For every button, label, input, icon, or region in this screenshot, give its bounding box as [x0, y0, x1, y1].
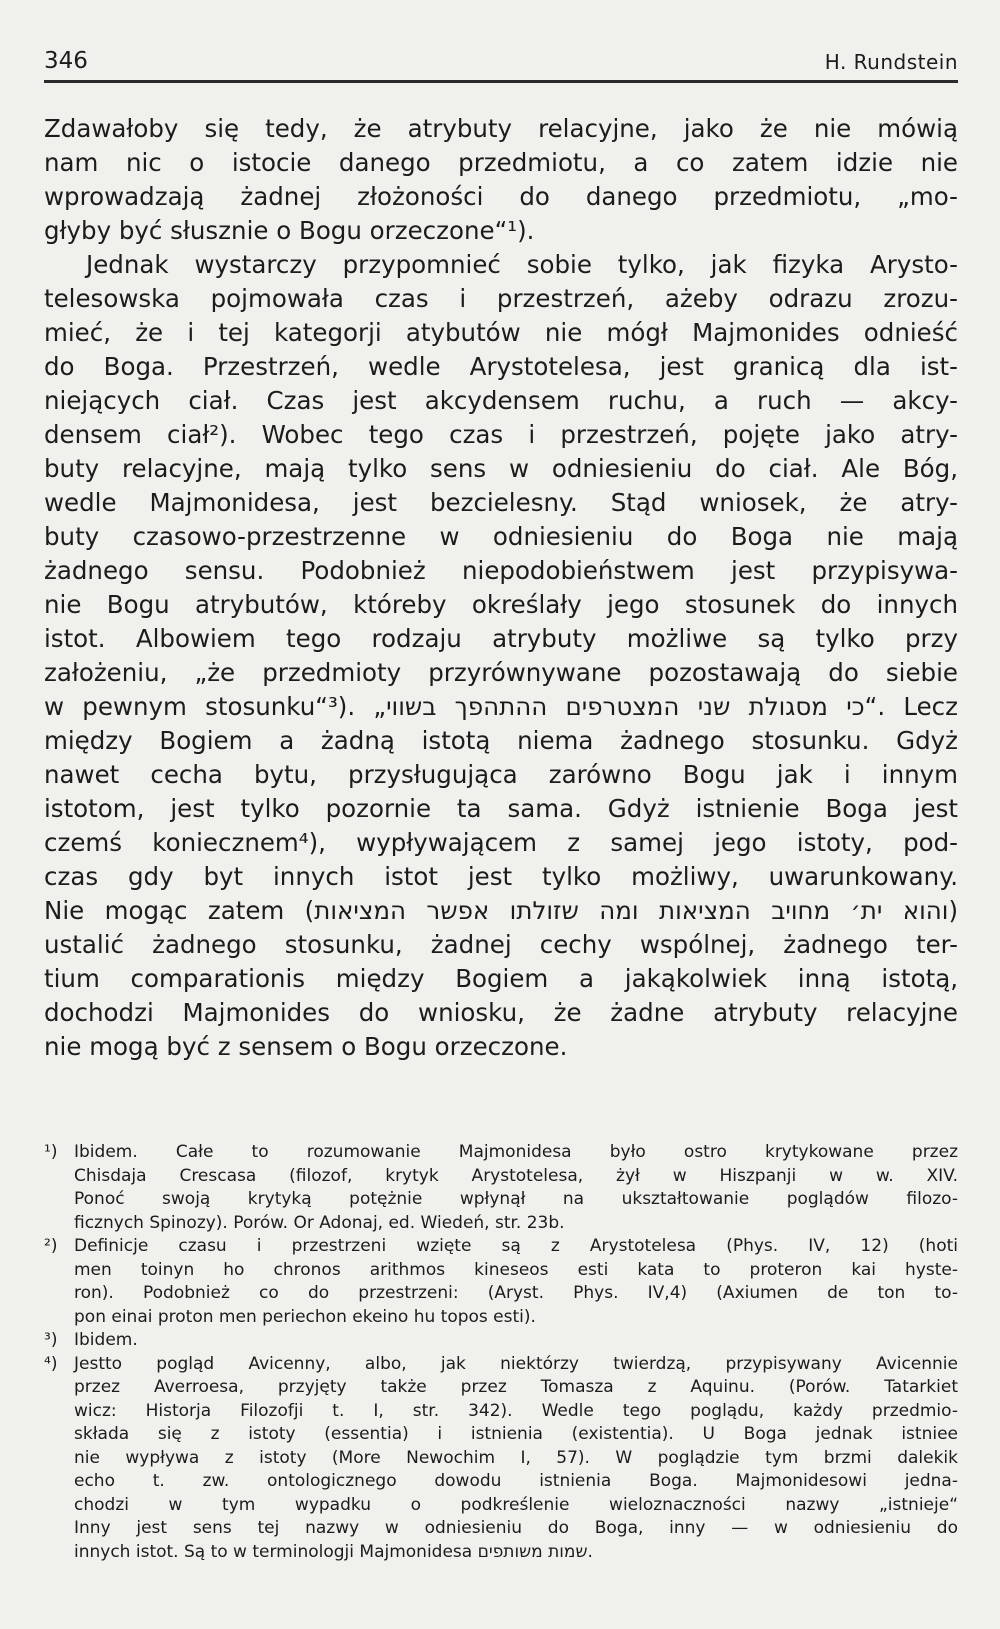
footnote-line — [44, 1353, 958, 1377]
main-text — [44, 112, 958, 1064]
text-line: istot. Albowiem tego rodzaju atrybuty możliwe są tylko przy — [44, 624, 958, 653]
running-head: H. Rundstein — [824, 50, 958, 74]
text-line: istotom, jest tylko pozornie ta sama. Gdyż istnienie Boga jest — [44, 794, 958, 823]
footnote-line: pon einai proton men periechon ekeino hu topos esti). — [74, 1306, 536, 1327]
footnote-line — [44, 1235, 958, 1259]
header-rule — [44, 80, 958, 83]
text-line: nam nic o istocie danego przedmiotu, a co zatem idzie nie — [44, 148, 958, 177]
text-line: nie mogą być z sensem o Bogu orzeczone. — [44, 1032, 568, 1061]
footnote-text: Definicje czasu i przestrzeni wzięte są z Arystotelesa (Phys. IV, 12) (hoti — [74, 1236, 958, 1256]
text-line: do Boga. Przestrzeń, wedle Arystotelesa, jest granicą dla ist- — [44, 352, 958, 381]
footnote-marker: ¹) — [44, 1142, 58, 1162]
text-line: buty czasowo-przestrzenne w odniesieniu do Boga nie mają — [44, 522, 958, 551]
text-line: ustalić żadnego stosunku, żadnej cechy wspólnej, żadnego ter- — [44, 930, 958, 959]
text-line: żadnego sensu. Podobnież niepodobieństwem jest przypisywa- — [44, 556, 958, 585]
footnote-text: Jestto pogląd Avicenny, albo, jak niektórzy twierdzą, przypisywany Avicennie — [74, 1353, 958, 1374]
footnote-marker: ³) — [44, 1330, 58, 1350]
footnote-line: ron). Podobnież co do przestrzeni: (Aryst. Phys. IV,4) (Axiumen de ton to- — [74, 1283, 958, 1303]
text-line: buty relacyjne, mają tylko sens w odniesieniu do ciał. Ale Bóg, — [44, 454, 958, 483]
text-line: Zdawałoby się tedy, że atrybuty relacyjne, jako że nie mówią — [44, 114, 958, 143]
footnote-line: wicz: Historja Filozofji t. I, str. 342). Wedle tego poglądu, każdy przedmio- — [74, 1400, 958, 1421]
footnote-text: Ibidem. — [74, 1330, 138, 1350]
footnote-marker: ²) — [44, 1236, 58, 1256]
footnote-line: Chisdaja Crescasa (filozof, krytyk Arystotelesa, żył w Hiszpanji w w. XIV. — [74, 1165, 958, 1186]
text-line: tium comparationis między Bogiem a jakąkolwiek inną istotą, — [44, 964, 958, 993]
footnote-text: Ibidem. Całe to rozumowanie Majmonidesa było ostro krytykowane przez — [74, 1142, 958, 1162]
footnote-line: nie wypływa z istoty (More Newochim I, 57). W poglądzie tym brzmi dalekik — [74, 1447, 958, 1468]
text-line: wedle Majmonidesa, jest bezcielesny. Stąd wniosek, że atry- — [44, 488, 958, 517]
text-line: niejących ciał. Czas jest akcydensem ruchu, a ruch — akcy- — [44, 386, 958, 415]
text-line: nie Bogu atrybutów, któreby określały jego stosunek do innych — [44, 590, 958, 619]
text-line: wprowadzają żadnej złożoności do danego przedmiotu, „mo- — [44, 182, 958, 211]
text-line: telesowska pojmowała czas i przestrzeń, ażeby odrazu zrozu- — [44, 284, 958, 313]
footnote-line: ficznych Spinozy). Porów. Or Adonaj, ed. Wiedeń, str. 23b. — [74, 1212, 565, 1233]
footnote-line — [44, 1141, 958, 1165]
footnote-line: echo t. zw. ontologicznego dowodu istnienia Boga. Majmonidesowi jedna- — [74, 1471, 958, 1491]
text-line: Nie mogąc zatem (והוא ית׳ מחויב המציאות ומה שזולתו אפשר המציאות) — [44, 896, 958, 925]
text-line: Jednak wystarczy przypomnieć sobie tylko, jak fizyka Arysto- — [86, 250, 958, 279]
footnote-line: innych istot. Są to w terminologji Majmonidesa שמות משותפים. — [74, 1541, 593, 1562]
footnote-line — [44, 1329, 958, 1353]
footnote-line: men toinyn ho chronos arithmos kineseos esti kata to proteron kai hyste- — [74, 1259, 958, 1280]
text-line: między Bogiem a żadną istotą niema żadnego stosunku. Gdyż — [44, 726, 958, 755]
text-line: dochodzi Majmonides do wniosku, że żadne atrybuty relacyjne — [44, 998, 958, 1027]
footnote-line: Ponoć swoją krytyką potężnie wpłynął na ukształtowanie poglądów filozo- — [74, 1189, 958, 1209]
page-header — [44, 48, 958, 78]
footnote-line: Inny jest sens tej nazwy w odniesieniu do Boga, inny — w odniesieniu do — [74, 1518, 958, 1538]
text-line: czemś koniecznem⁴), wypływającem z samej jego istoty, pod- — [44, 828, 958, 857]
footnote-line: chodzi w tym wypadku o podkreślenie wieloznaczności nazwy „istnieje“ — [74, 1494, 958, 1515]
text-line: w pewnym stosunku“³). „כי מסגולת שני המצטרפים ההתהפך בשווי“. Lecz — [44, 692, 958, 721]
footnote-line: składa się z istoty (essentia) i istnienia (existentia). U Boga jednak istniee — [74, 1424, 958, 1444]
text-line: densem ciał²). Wobec tego czas i przestrzeń, pojęte jako atry- — [44, 420, 958, 449]
footnote-marker: ⁴) — [44, 1353, 58, 1374]
text-line: czas gdy byt innych istot jest tylko możliwy, uwarunkowany. — [44, 862, 958, 891]
text-line: głyby być słusznie o Bogu orzeczone“¹). — [44, 216, 535, 245]
footnote-line: przez Averroesa, przyjęty także przez Tomasza z Aquinu. (Porów. Tatarkiet — [74, 1377, 958, 1397]
footnotes — [44, 1141, 958, 1564]
text-line: nawet cecha bytu, przysługująca zarówno Bogu jak i innym — [44, 760, 958, 789]
text-line: założeniu, „że przedmioty przyrównywane pozostawają do siebie — [44, 658, 958, 687]
text-line: mieć, że i tej kategorji atybutów nie mógł Majmonides odnieść — [44, 318, 958, 347]
page-number: 346 — [44, 48, 88, 74]
